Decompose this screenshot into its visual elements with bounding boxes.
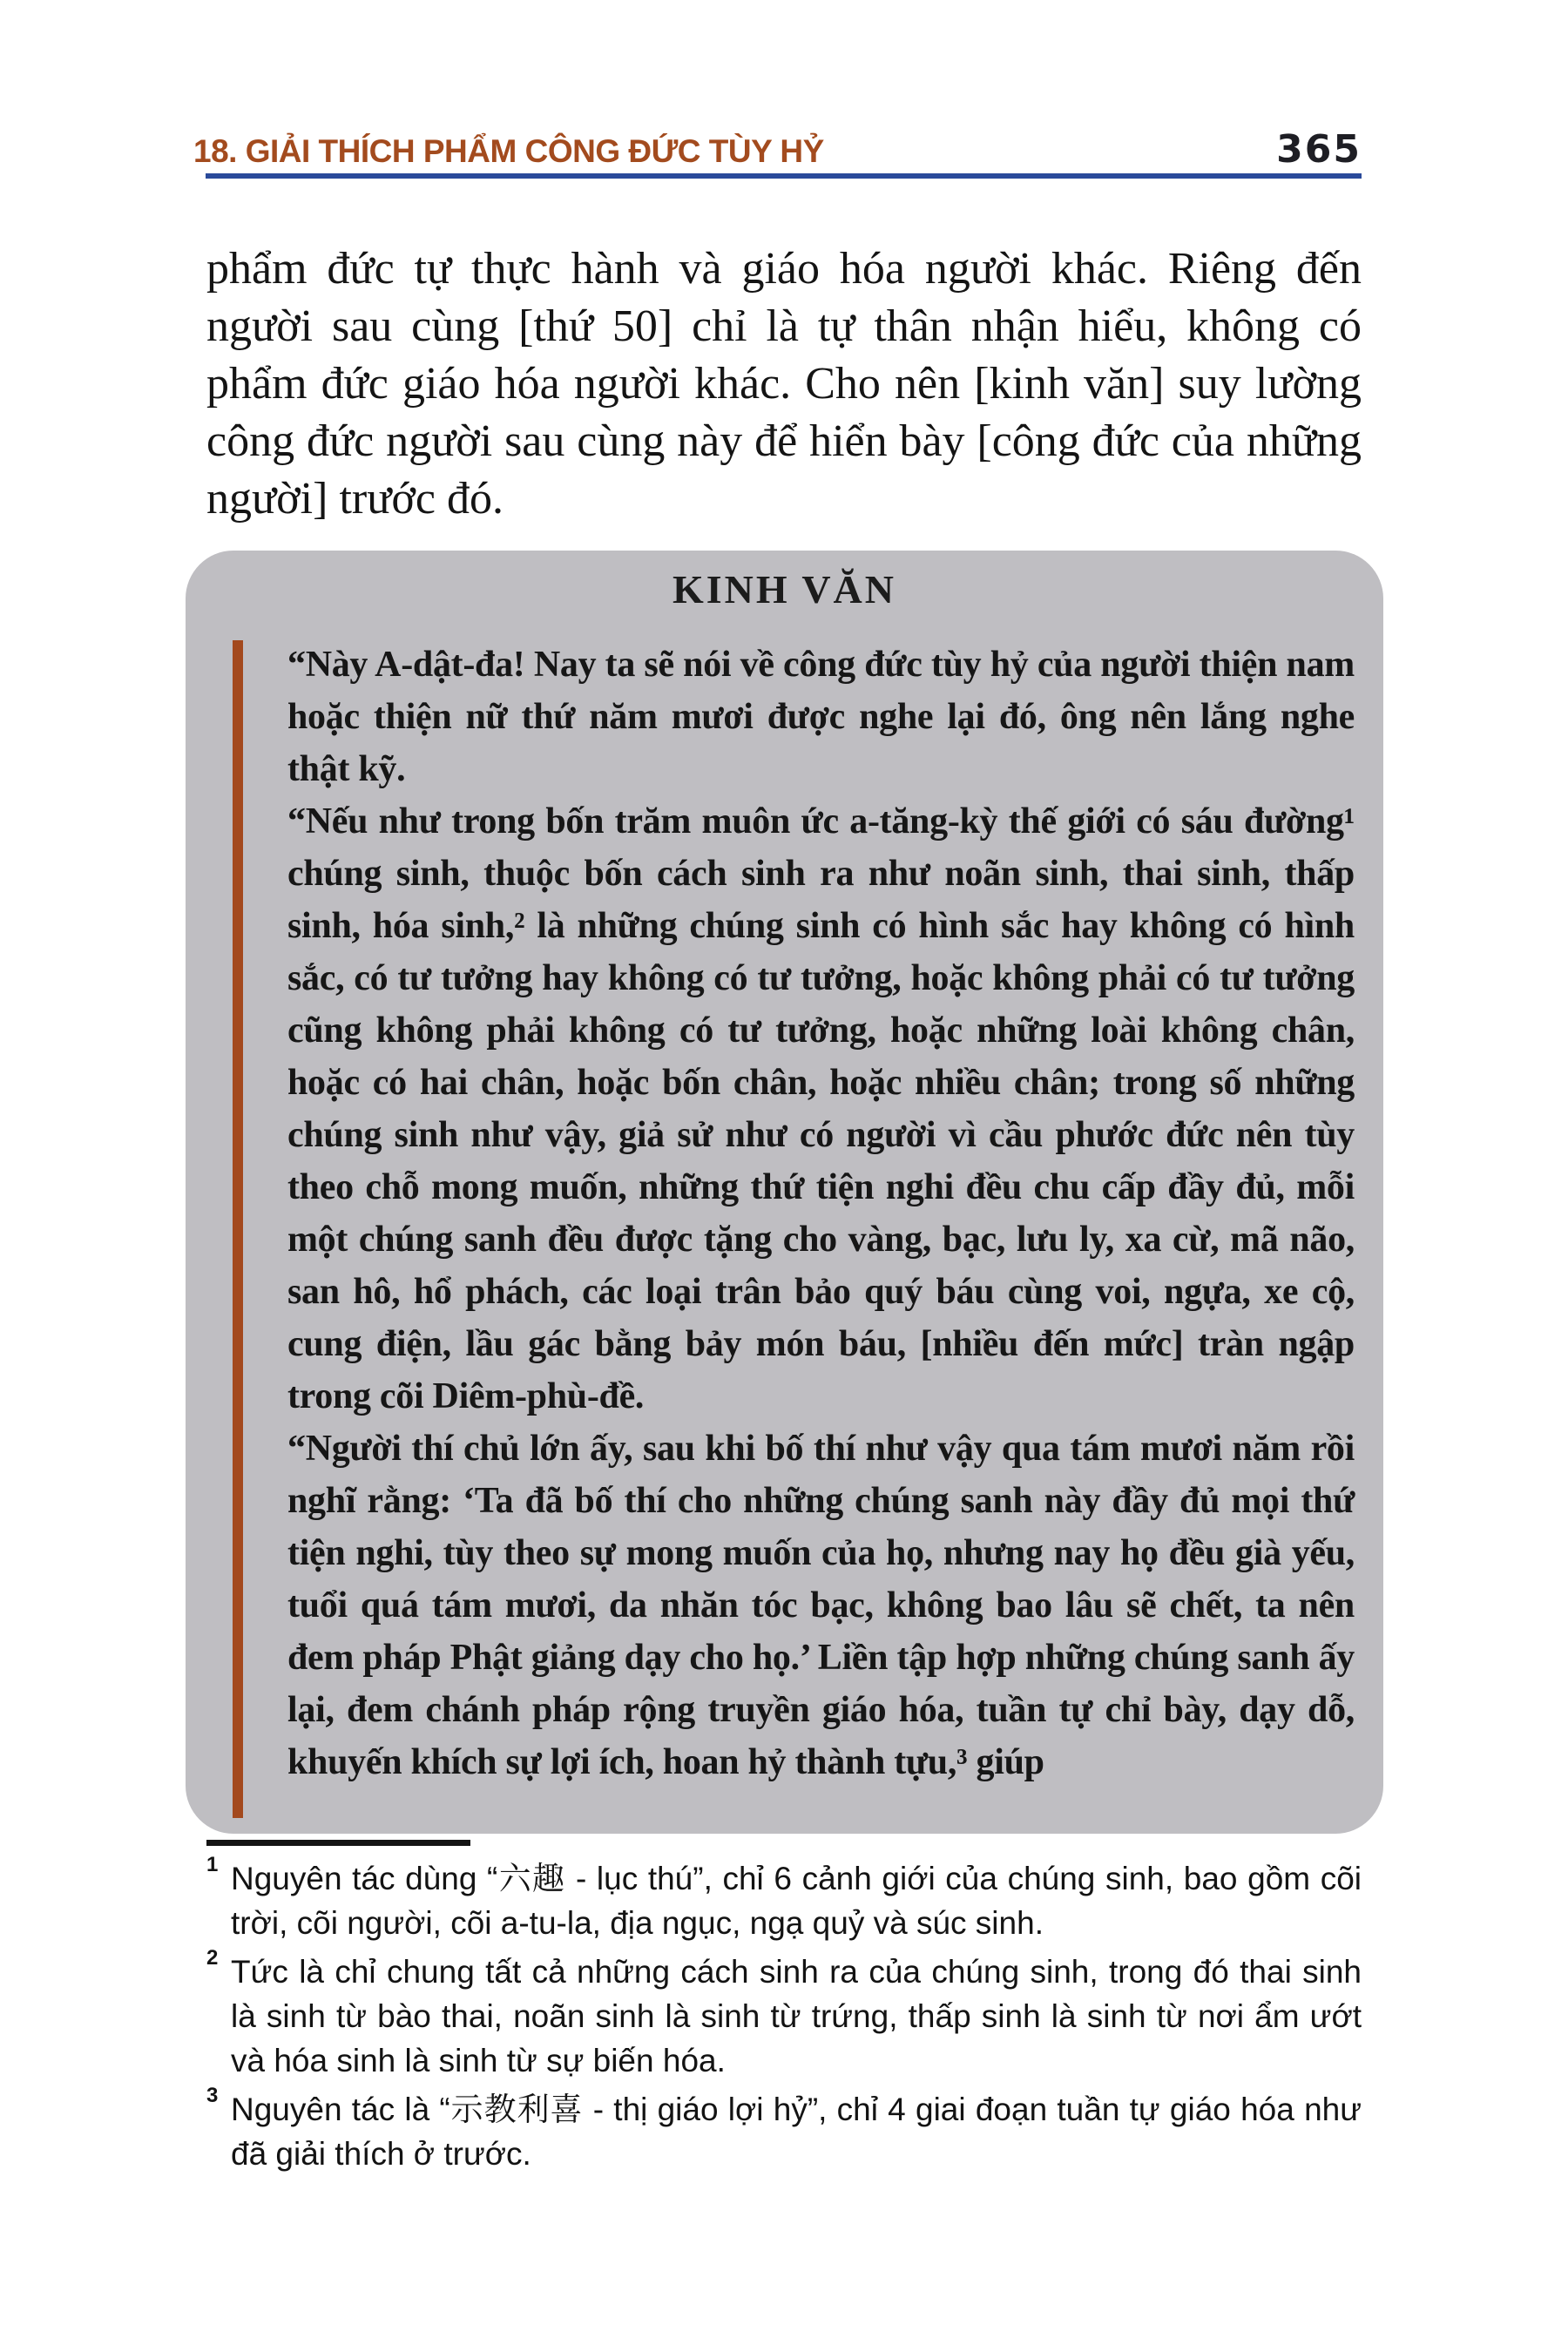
kinh-van-paragraph: “Người thí chủ lớn ấy, sau khi bố thí như vậy qua tám mươi năm rồi nghĩ rằng: ‘Ta đã bố thí cho những chúng sanh này đầy đủ mọi thứ tiện nghi, tùy theo sự mong muốn của họ, nhưng nay họ đều già yếu, tuổi quá tám mươi, da nhăn tóc bạc, không bao lâu sẽ chết, ta nên đem pháp Phật giảng dạy cho họ.’ Liền tập hợp những chúng sanh ấy lại, đem chánh pháp rộng truyền giáo hóa, tuần tự chỉ bày, dạy dỗ, khuyến khích sự lợi ích, hoan hỷ thành tựu,³ giúp (287, 1429, 1355, 1782)
page-number: 365 (1276, 127, 1362, 172)
footnote-separator (206, 1840, 470, 1846)
kinh-van-box (186, 551, 1383, 1834)
footnote-text: Tức là chỉ chung tất cả những cách sinh ra của chúng sinh, trong đó thai sinh là sinh từ bào thai, noãn sinh là sinh từ trứng, thấp sinh là sinh từ nơi ẩm ướt và hóa sinh là sinh từ sự biến hóa. (231, 1954, 1362, 2078)
kinh-van-paragraph: “Này A-dật-đa! Nay ta sẽ nói về công đức tùy hỷ của người thiện nam hoặc thiện nữ thứ năm mươi được nghe lại đó, ông nên lắng nghe thật kỹ. (287, 645, 1355, 789)
kinh-van-title: KINH VĂN (672, 567, 896, 612)
footnote (206, 1853, 1362, 1945)
chapter-title: 18. GIẢI THÍCH PHẨM CÔNG ĐỨC TÙY HỶ (193, 133, 824, 169)
quote-accent-bar (233, 640, 243, 1818)
running-header (193, 127, 1362, 172)
footnote-marker: 3 (206, 2084, 219, 2107)
footnote-text: Nguyên tác là “示教利喜 - thị giáo lợi hỷ”, chỉ 4 giai đoạn tuần tự giáo hóa như đã giải thích ở trước. (231, 2092, 1362, 2172)
footnotes (206, 1853, 1362, 2180)
header-rule (206, 173, 1362, 179)
kinh-van-quote (186, 639, 1383, 1834)
footnote (206, 1946, 1362, 2083)
body-paragraph: phẩm đức tự thực hành và giáo hóa người khác. Riêng đến người sau cùng [thứ 50] chỉ là tự thân nhận hiểu, không có phẩm đức giáo hóa người khác. Cho nên [kinh văn] suy lường công đức người sau cùng này để hiển bày [công đức của những người] trước đó. (206, 244, 1362, 524)
kinh-van-text (287, 639, 1355, 1788)
footnote (206, 2084, 1362, 2176)
kinh-van-paragraph: “Nếu như trong bốn trăm muôn ức a-tăng-kỳ thế giới có sáu đường¹ chúng sinh, thuộc bốn cách sinh ra như noãn sinh, thai sinh, thấp sinh, hóa sinh,² là những chúng sinh có hình sắc hay không có hình sắc, có tư tưởng hay không có tư tưởng, hoặc không phải có tư tưởng cũng không phải không có tư tưởng, hoặc những loài không chân, hoặc có hai chân, hoặc bốn chân, hoặc nhiều chân; trong số những chúng sinh như vậy, giả sử như có người vì cầu phước đức nên tùy theo chỗ mong muốn, những thứ tiện nghi đều chu cấp đầy đủ, mỗi một chúng sanh đều được tặng cho vàng, bạc, lưu ly, xa cừ, mã não, san hô, hổ phách, các loại trân bảo quý báu cùng voi, ngựa, xe cộ, cung điện, lầu gác bằng bảy món báu, [nhiều đến mức] tràn ngập trong cõi Diêm-phù-đề. (287, 801, 1355, 1416)
footnote-marker: 2 (206, 1946, 219, 1970)
footnote-text: Nguyên tác dùng “六趣 - lục thú”, chỉ 6 cảnh giới của chúng sinh, bao gồm cõi trời, cõi người, cõi a-tu-la, địa ngục, ngạ quỷ và súc sinh. (231, 1861, 1362, 1941)
footnote-marker: 1 (206, 1853, 219, 1876)
